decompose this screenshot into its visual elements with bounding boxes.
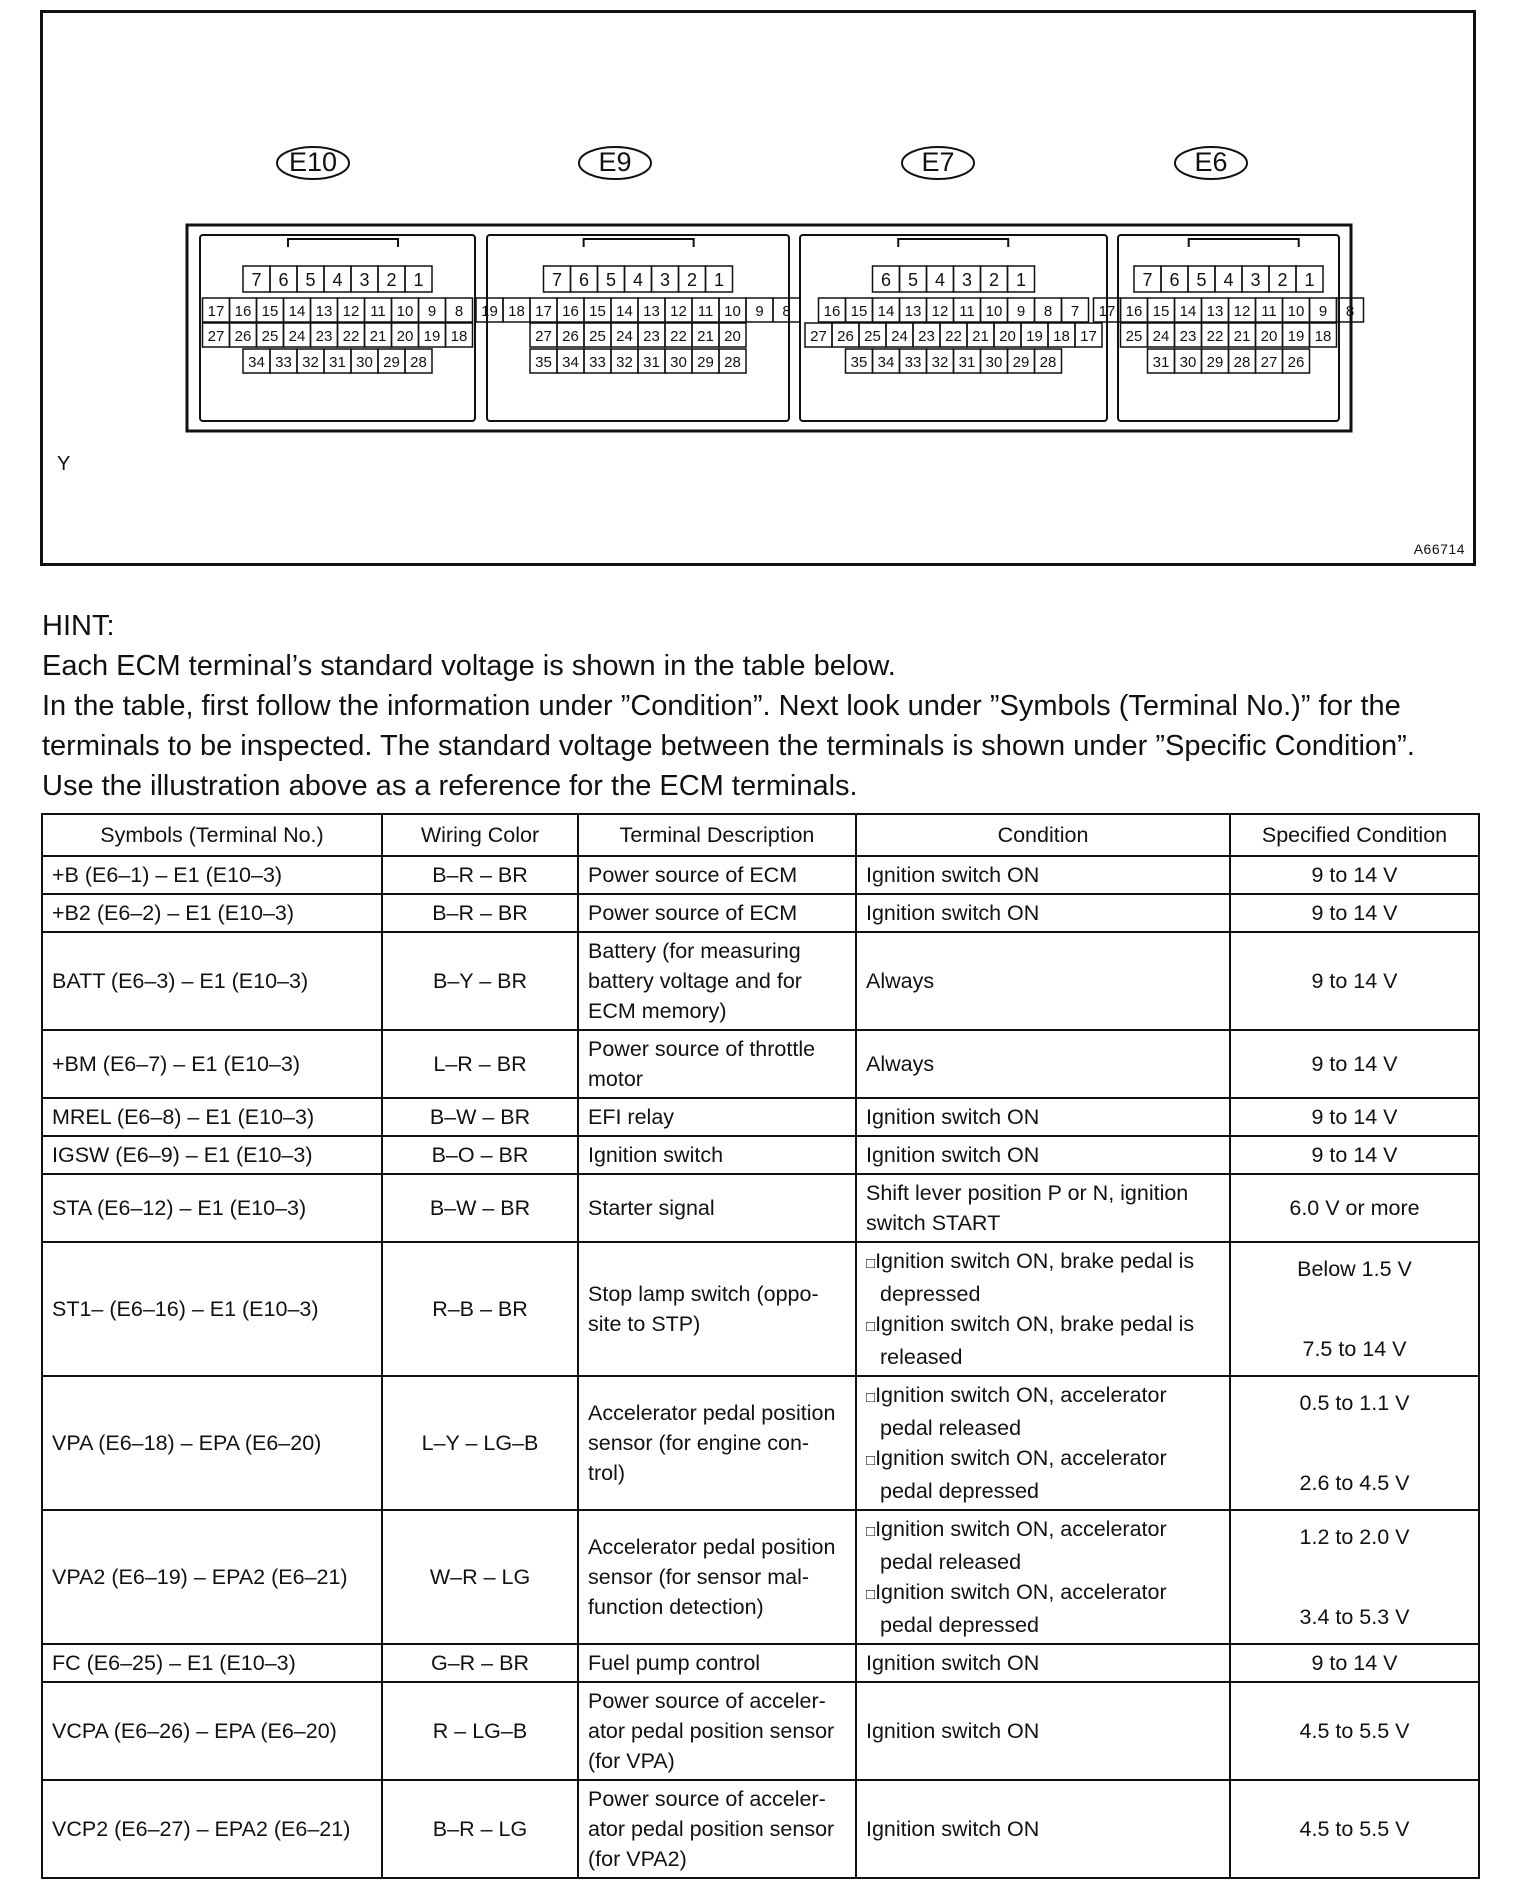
hint-line-1: Each ECM terminal’s standard voltage is shown in the table below. [42,650,896,682]
cell-symbols: IGSW (E6–9) – E1 (E10–3) [42,1136,382,1174]
condition-item: Ignition switch ON [866,863,1040,887]
connector-latch [898,239,1008,247]
pin-number: 3 [659,270,671,290]
pin-number: 24 [616,328,633,345]
ecm-terminal-table [41,813,1480,1879]
condition-item: Always [866,1052,935,1076]
table-row [42,1510,1479,1644]
pin-number: 26 [837,328,854,345]
table-row [42,1030,1479,1098]
header-wiring-color: Wiring Color [382,814,578,856]
specified-value: 9 to 14 V [1311,901,1398,925]
condition-item: Ignition switch ON [866,1143,1040,1167]
pin-number: 31 [958,354,976,371]
pin-number: 8 [782,303,791,320]
connector-id-E6: E6 [1194,147,1228,177]
pin-number: 13 [1206,303,1224,320]
side-label: Y [57,453,71,475]
pin-number: 12 [931,303,949,320]
cell-condition [856,1030,1230,1098]
pin-number: 22 [670,328,687,345]
pin-number: 27 [207,328,225,345]
connector-latch [288,239,398,247]
cell-condition [856,1644,1230,1682]
cell-symbols: VPA (E6–18) – EPA (E6–20) [42,1376,382,1510]
pin-number: 19 [1026,328,1043,345]
specified-value: 4.5 to 5.5 V [1299,1817,1410,1841]
pin-number: 1 [1015,270,1027,290]
pin-number: 9 [427,303,437,320]
pin-number: 21 [369,328,387,345]
connector-housing [187,225,1351,431]
pin-number: 3 [359,270,370,290]
pin-number: 12 [342,303,360,320]
pin-number: 10 [985,303,1003,320]
pin-number: 28 [1233,354,1251,371]
table-row [42,1174,1479,1242]
cell-wiring-color: B–Y – BR [382,932,578,1030]
condition-item: □ Ignition switch ON, accelerator pedal released [866,1380,1220,1443]
pin-number: 26 [234,328,252,345]
cell-symbols: BATT (E6–3) – E1 (E10–3) [42,932,382,1030]
cell-terminal-description: Ignition switch [578,1136,856,1174]
cell-terminal-description: Power source of ECM [578,894,856,932]
header-condition: Condition [856,814,1230,856]
pin-number: 14 [288,303,306,320]
specified-value: 7.5 to 14 V [1302,1337,1407,1361]
cell-terminal-description: Accelerator pedal position sensor (for engine con-trol) [578,1376,856,1510]
condition-item: Always [866,969,935,993]
pin-number: 7 [1142,270,1153,290]
figure-reference-code: A66714 [1413,541,1465,557]
pin-number: 19 [1287,328,1305,345]
specified-value: 9 to 14 V [1311,1143,1398,1167]
pin-number: 16 [562,303,579,320]
pin-number: 18 [1314,328,1332,345]
cell-wiring-color: W–R – LG [382,1510,578,1644]
pin-number: 30 [1179,354,1197,371]
cell-symbols: STA (E6–12) – E1 (E10–3) [42,1174,382,1242]
pin-number: 34 [248,354,265,371]
pin-number: 17 [207,303,225,320]
pin-number: 11 [370,303,386,320]
pin-number: 31 [1152,354,1170,371]
cell-terminal-description: Power source of throttle motor [578,1030,856,1098]
pin-number: 25 [864,328,881,345]
pin-number: 22 [342,328,360,345]
cell-symbols: VPA2 (E6–19) – EPA2 (E6–21) [42,1510,382,1644]
pin-number: 23 [918,328,935,345]
specified-value: 3.4 to 5.3 V [1299,1605,1410,1629]
pin-number: 6 [880,270,892,290]
pin-number: 8 [1345,303,1355,320]
specified-value: 1.2 to 2.0 V [1299,1525,1410,1549]
pin-number: 5 [305,270,316,290]
pin-number: 21 [1233,328,1251,345]
pin-number: 29 [697,354,714,371]
pin-number: 5 [1196,270,1207,290]
pin-number: 11 [959,303,975,320]
pin-number: 29 [1012,354,1030,371]
cell-wiring-color: B–W – BR [382,1174,578,1242]
table-header-row [42,814,1479,856]
pin-number: 9 [755,303,764,320]
cell-specified-condition [1230,1682,1479,1780]
table-row [42,1098,1479,1136]
pin-number: 25 [1125,328,1143,345]
pin-number: 7 [551,270,563,290]
cell-wiring-color: B–W – BR [382,1098,578,1136]
pin-number: 5 [605,270,617,290]
pin-number: 32 [616,354,633,371]
pin-number: 20 [999,328,1016,345]
pin-number: 11 [1261,303,1277,320]
pin-number: 2 [988,270,1000,290]
pin-number: 31 [329,354,346,371]
connector-diagram [40,10,1476,566]
pin-number: 34 [562,354,579,371]
pin-number: 29 [383,354,400,371]
table-row [42,1644,1479,1682]
pin-number: 13 [315,303,333,320]
specified-value: 9 to 14 V [1311,863,1398,887]
pin-number: 1 [1304,270,1315,290]
pin-number: 33 [904,354,922,371]
pin-number: 25 [589,328,606,345]
pin-number: 1 [413,270,424,290]
cell-wiring-color: L–Y – LG–B [382,1376,578,1510]
pin-number: 4 [632,270,644,290]
condition-item: □ Ignition switch ON, accelerator pedal depressed [866,1577,1220,1640]
specified-value: 9 to 14 V [1311,1105,1398,1129]
cell-wiring-color: B–R – BR [382,856,578,894]
pin-number: 4 [332,270,343,290]
pin-number: 10 [724,303,741,320]
header-symbols: Symbols (Terminal No.) [42,814,382,856]
cell-wiring-color: B–O – BR [382,1136,578,1174]
pin-number: 24 [1152,328,1170,345]
cell-wiring-color: R – LG–B [382,1682,578,1780]
pin-number: 8 [1043,303,1053,320]
condition-item: □ Ignition switch ON, brake pedal is depressed [866,1246,1220,1309]
table-row [42,1780,1479,1878]
hint-title: HINT: [42,610,115,642]
pin-number: 16 [823,303,841,320]
pin-number: 15 [1152,303,1170,320]
pin-number: 15 [261,303,279,320]
cell-specified-condition [1230,1510,1479,1644]
cell-specified-condition [1230,1098,1479,1136]
pin-number: 3 [1250,270,1261,290]
pin-number: 4 [934,270,946,290]
cell-condition [856,932,1230,1030]
pin-number: 28 [410,354,427,371]
cell-condition [856,1682,1230,1780]
pin-number: 6 [1169,270,1180,290]
condition-item: Ignition switch ON [866,1651,1040,1675]
pin-number: 23 [1179,328,1197,345]
pin-number: 31 [643,354,660,371]
condition-item: Ignition switch ON [866,1105,1040,1129]
pin-number: 22 [1206,328,1224,345]
cell-condition [856,894,1230,932]
specified-value: 9 to 14 V [1311,1651,1398,1675]
pin-number: 6 [278,270,289,290]
pin-number: 16 [1125,303,1143,320]
pin-number: 22 [945,328,962,345]
specified-value: 9 to 14 V [1311,969,1398,993]
cell-wiring-color: B–R – LG [382,1780,578,1878]
pin-number: 14 [877,303,895,320]
pin-number: 3 [961,270,973,290]
pin-number: 27 [1260,354,1278,371]
table-row [42,894,1479,932]
cell-terminal-description: Power source of acceler-ator pedal position sensor (for VPA2) [578,1780,856,1878]
pin-number: 4 [1223,270,1234,290]
pin-number: 9 [1016,303,1026,320]
header-terminal-description: Terminal Description [578,814,856,856]
cell-symbols: VCPA (E6–26) – EPA (E6–20) [42,1682,382,1780]
table-row [42,1242,1479,1376]
pin-number: 32 [931,354,949,371]
pin-number: 26 [1287,354,1305,371]
pin-number: 2 [1277,270,1288,290]
connector-id-E7: E7 [921,147,955,177]
pin-number: 10 [1287,303,1305,320]
header-specified-condition: Specified Condition [1230,814,1479,856]
pin-number: 28 [1039,354,1057,371]
cell-wiring-color: R–B – BR [382,1242,578,1376]
pin-number: 27 [535,328,552,345]
cell-terminal-description: Battery (for measuring battery voltage and for ECM memory) [578,932,856,1030]
pin-number: 26 [562,328,579,345]
connector-id-E9: E9 [598,147,632,177]
condition-item: □ Ignition switch ON, accelerator pedal released [866,1514,1220,1577]
cell-symbols: +BM (E6–7) – E1 (E10–3) [42,1030,382,1098]
cell-specified-condition [1230,894,1479,932]
cell-terminal-description: Stop lamp switch (oppo-site to STP) [578,1242,856,1376]
pin-number: 24 [288,328,306,345]
pin-number: 8 [454,303,464,320]
cell-condition [856,1376,1230,1510]
pin-number: 20 [396,328,414,345]
cell-specified-condition [1230,932,1479,1030]
pin-number: 13 [904,303,922,320]
pin-number: 20 [724,328,741,345]
pin-number: 2 [686,270,698,290]
pin-number: 7 [251,270,262,290]
connector-id-E10: E10 [288,147,338,177]
cell-symbols: +B (E6–1) – E1 (E10–3) [42,856,382,894]
cell-symbols: FC (E6–25) – E1 (E10–3) [42,1644,382,1682]
pin-number: 32 [302,354,319,371]
pin-number: 6 [578,270,590,290]
pin-number: 5 [907,270,919,290]
hint-line-2: In the table, first follow the information under ”Condition”. Next look under ”Symbols (Terminal No.)” for the terminals to be inspected. The standard voltage between the terminals is shown under ”Specific Condition”. [42,690,1415,762]
pin-number: 20 [1260,328,1278,345]
pin-number: 18 [450,328,468,345]
cell-wiring-color: B–R – BR [382,894,578,932]
pin-number: 34 [877,354,895,371]
pin-number: 17 [535,303,552,320]
cell-terminal-description: Fuel pump control [578,1644,856,1682]
specified-value: 9 to 14 V [1311,1052,1398,1076]
pin-number: 14 [616,303,633,320]
pin-number: 7 [1070,303,1080,320]
specified-value: 6.0 V or more [1289,1196,1420,1220]
cell-specified-condition [1230,1174,1479,1242]
cell-wiring-color: G–R – BR [382,1644,578,1682]
pin-number: 28 [724,354,741,371]
pin-number: 11 [697,303,714,320]
pin-number: 30 [670,354,687,371]
cell-wiring-color: L–R – BR [382,1030,578,1098]
pin-number: 13 [643,303,660,320]
cell-condition [856,1136,1230,1174]
table-row [42,932,1479,1030]
cell-condition [856,1098,1230,1136]
pin-number: 10 [396,303,414,320]
cell-terminal-description: Accelerator pedal position sensor (for sensor mal-function detection) [578,1510,856,1644]
cell-condition [856,1780,1230,1878]
cell-symbols: +B2 (E6–2) – E1 (E10–3) [42,894,382,932]
hint-line-3: Use the illustration above as a reference for the ECM terminals. [42,770,858,802]
cell-specified-condition [1230,1242,1479,1376]
pin-number: 35 [850,354,868,371]
pin-number: 14 [1179,303,1197,320]
cell-symbols: VCP2 (E6–27) – EPA2 (E6–21) [42,1780,382,1878]
pin-number: 27 [810,328,827,345]
hint-section [42,606,1482,806]
pin-number: 30 [985,354,1003,371]
pin-number: 9 [1318,303,1328,320]
cell-specified-condition [1230,1376,1479,1510]
cell-terminal-description: Starter signal [578,1174,856,1242]
pin-number: 33 [589,354,606,371]
specified-value: 0.5 to 1.1 V [1299,1391,1410,1415]
pin-number: 15 [589,303,606,320]
cell-specified-condition [1230,1780,1479,1878]
pin-number: 30 [356,354,373,371]
pin-number: 23 [643,328,660,345]
cell-symbols: MREL (E6–8) – E1 (E10–3) [42,1098,382,1136]
cell-specified-condition [1230,1644,1479,1682]
pin-number: 21 [972,328,989,345]
table-row [42,856,1479,894]
table-row [42,1136,1479,1174]
pin-number: 29 [1206,354,1224,371]
condition-item: □ Ignition switch ON, brake pedal is released [866,1309,1220,1372]
pin-number: 18 [508,303,525,320]
table-body [42,856,1479,1878]
pin-number: 35 [535,354,552,371]
pin-number: 18 [1053,328,1070,345]
pin-number: 15 [850,303,868,320]
condition-item: Ignition switch ON [866,901,1040,925]
cell-condition [856,1174,1230,1242]
cell-symbols: ST1– (E6–16) – E1 (E10–3) [42,1242,382,1376]
cell-specified-condition [1230,1136,1479,1174]
pin-number: 19 [481,303,498,320]
cell-condition [856,1510,1230,1644]
pin-number: 23 [315,328,333,345]
condition-item: Ignition switch ON [866,1719,1040,1743]
connector-latch [584,239,694,247]
condition-item: Ignition switch ON [866,1817,1040,1841]
specified-value: 2.6 to 4.5 V [1299,1471,1410,1495]
condition-item: □ Ignition switch ON, accelerator pedal depressed [866,1443,1220,1506]
pin-number: 21 [697,328,714,345]
pin-number: 25 [261,328,279,345]
pin-number: 12 [1233,303,1251,320]
cell-specified-condition [1230,856,1479,894]
pin-number: 1 [713,270,725,290]
cell-terminal-description: Power source of acceler-ator pedal position sensor (for VPA) [578,1682,856,1780]
connector-drawing [43,13,1473,563]
cell-terminal-description: Power source of ECM [578,856,856,894]
pin-number: 17 [1080,328,1097,345]
cell-specified-condition [1230,1030,1479,1098]
specified-value: 4.5 to 5.5 V [1299,1719,1410,1743]
pin-number: 12 [670,303,687,320]
table-row [42,1376,1479,1510]
pin-number: 24 [891,328,908,345]
table-row [42,1682,1479,1780]
cell-condition [856,856,1230,894]
condition-item: Shift lever position P or N, ignition switch START [866,1181,1189,1235]
pin-number: 19 [423,328,441,345]
cell-condition [856,1242,1230,1376]
pin-number: 17 [1098,303,1116,320]
pin-number: 33 [275,354,292,371]
pin-number: 16 [234,303,252,320]
connector-latch [1189,239,1299,247]
cell-terminal-description: EFI relay [578,1098,856,1136]
pin-number: 2 [386,270,397,290]
specified-value: Below 1.5 V [1297,1257,1412,1281]
